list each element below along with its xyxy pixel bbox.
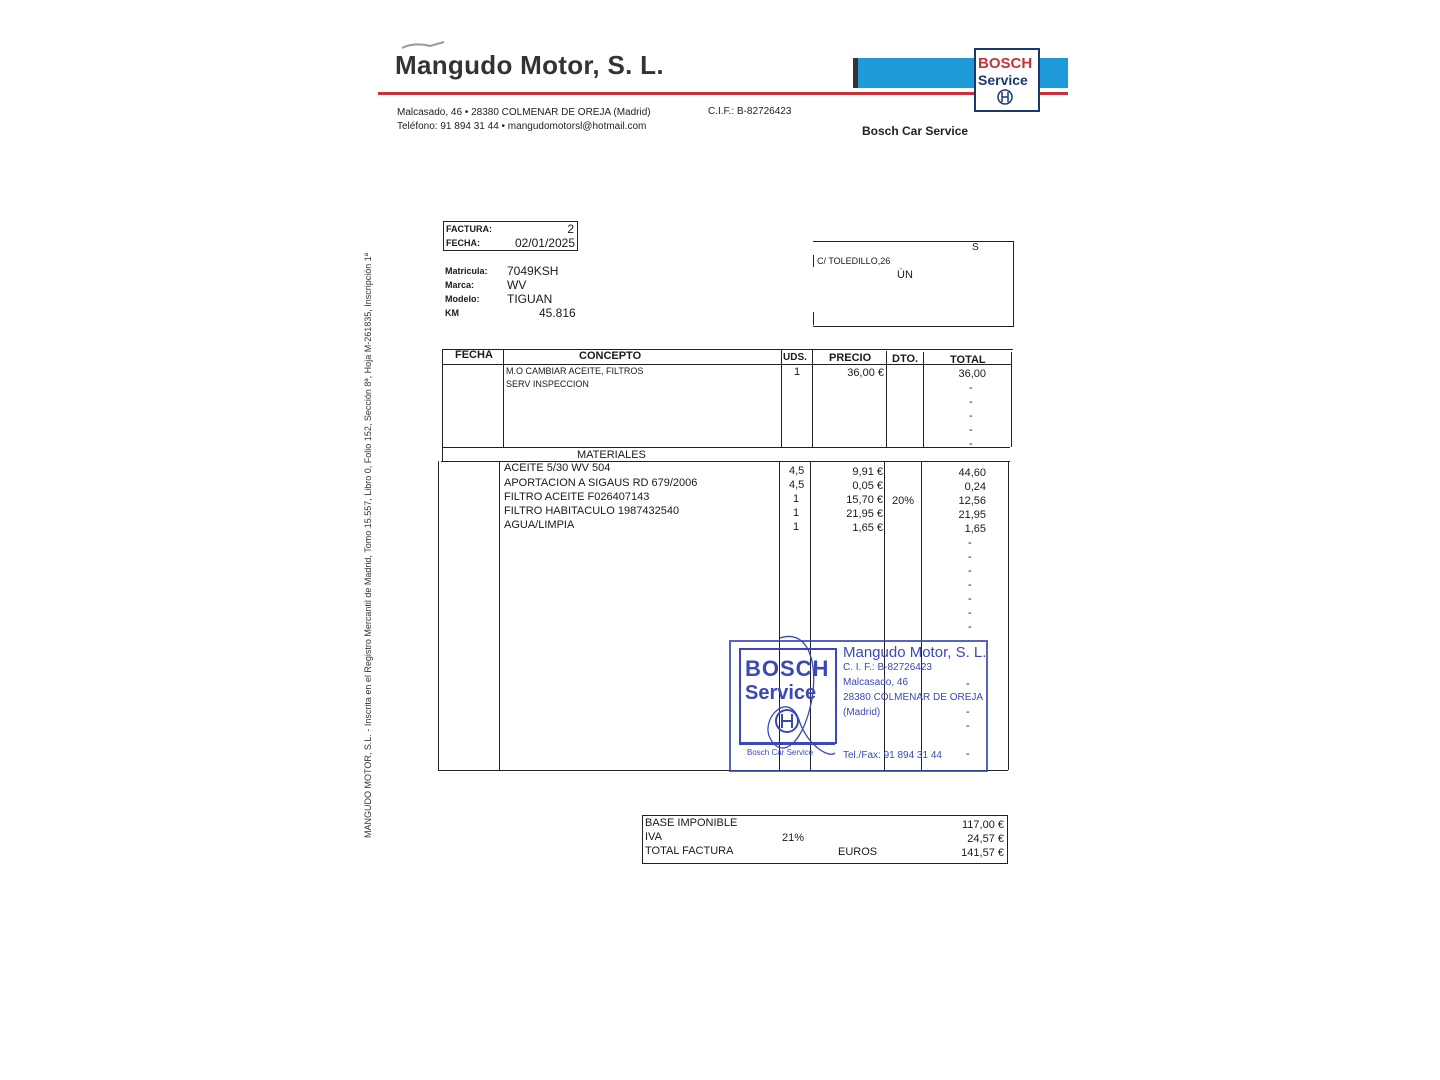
company-address bbox=[397, 106, 651, 134]
bosch-logo-text: BOSCH bbox=[978, 55, 1033, 72]
iva-rate: 21% bbox=[782, 832, 805, 844]
table-top-border bbox=[443, 349, 1013, 350]
material-uds-3: 1 bbox=[793, 493, 800, 505]
bosch-banner-right bbox=[1040, 58, 1068, 88]
col-header-precio: PRECIO bbox=[829, 352, 872, 364]
labour-precio-1: 36,00 € bbox=[847, 367, 884, 379]
material-total-1: 44,60 bbox=[958, 467, 986, 479]
stamp-phone: Tel./Fax: 91 894 31 44 bbox=[843, 750, 942, 761]
matricula-value: 7049KSH bbox=[507, 264, 559, 278]
stamp-bcs-text: Bosch Car Service bbox=[747, 748, 814, 757]
modelo-value: TIGUAN bbox=[507, 292, 553, 306]
table-header-border bbox=[443, 364, 1011, 365]
empty-total-dash: - bbox=[968, 565, 972, 577]
address-line: Malcasado, 46 • 28380 COLMENAR DE OREJA (Madrid) bbox=[397, 107, 651, 118]
stamp-bosch-text: BOSCH bbox=[745, 656, 830, 681]
empty-total-dash: - bbox=[968, 607, 972, 619]
iva-value: 24,57 € bbox=[967, 833, 1004, 845]
empty-total-dash: - bbox=[969, 382, 973, 394]
empty-total-dash: - bbox=[966, 720, 970, 732]
table-left-border bbox=[438, 461, 439, 770]
client-box-corner bbox=[813, 312, 814, 325]
empty-total-dash: - bbox=[969, 424, 973, 436]
material-precio-3: 15,70 € bbox=[846, 494, 883, 506]
uds-col-divider-top bbox=[812, 350, 813, 447]
precio-col-divider-top bbox=[886, 351, 887, 447]
material-total-3: 12,56 bbox=[958, 495, 986, 507]
empty-total-dash: - bbox=[966, 706, 970, 718]
fecha-col-divider bbox=[499, 461, 500, 770]
labour-concepto-2: SERV INSPECCION bbox=[506, 379, 589, 389]
fecha-label: FECHA: bbox=[446, 238, 480, 248]
col-header-fecha: FECHA bbox=[455, 349, 493, 361]
material-uds-1: 4,5 bbox=[789, 465, 805, 477]
total-factura-value: 141,57 € bbox=[961, 847, 1004, 859]
material-total-2: 0,24 bbox=[964, 481, 986, 493]
header-divider bbox=[378, 92, 1068, 95]
km-value: 45.816 bbox=[539, 306, 576, 320]
km-label: KM bbox=[445, 308, 459, 318]
empty-total-dash: - bbox=[968, 579, 972, 591]
client-line-3: ÚN bbox=[897, 269, 913, 281]
bosch-car-service-label: Bosch Car Service bbox=[862, 124, 969, 138]
service-logo-text: Service bbox=[978, 72, 1028, 88]
company-name: Mangudo Motor, S. L. bbox=[395, 50, 664, 80]
marca-value: WV bbox=[507, 278, 527, 292]
company-logo-swoosh bbox=[400, 40, 448, 50]
material-uds-2: 4,5 bbox=[789, 479, 805, 491]
modelo-label: Modelo: bbox=[445, 294, 480, 304]
stamp-cif: C. I. F.: B-82726423 bbox=[843, 662, 932, 673]
labour-total-1: 36,00 bbox=[958, 368, 986, 380]
material-concepto-4: FILTRO HABITACULO 1987432540 bbox=[504, 505, 680, 517]
company-cif: C.I.F.: B-82726423 bbox=[708, 106, 792, 117]
matricula-label: Matricula: bbox=[445, 266, 488, 276]
col-header-total: TOTAL bbox=[950, 354, 986, 366]
col-header-uds: UDS. bbox=[783, 352, 807, 363]
table-left-border-top bbox=[442, 349, 443, 461]
fecha-col-divider-top bbox=[503, 349, 504, 447]
base-imponible-value: 117,00 € bbox=[961, 819, 1004, 831]
empty-total-dash: - bbox=[969, 438, 973, 450]
empty-total-dash: - bbox=[966, 678, 970, 690]
labour-section-border bbox=[442, 447, 1010, 448]
client-line-1: S bbox=[972, 242, 979, 253]
dto-col-divider-top bbox=[923, 352, 924, 447]
concepto-col-divider-top bbox=[781, 350, 782, 447]
marca-label: Marca: bbox=[445, 280, 475, 290]
material-uds-4: 1 bbox=[793, 507, 800, 519]
col-header-concepto: CONCEPTO bbox=[579, 350, 642, 362]
material-concepto-1: ACEITE 5/30 WV 504 bbox=[504, 462, 611, 474]
col-header-dto: DTO. bbox=[892, 353, 919, 365]
client-address: C/ TOLEDILLO,26 bbox=[817, 256, 891, 266]
material-total-5: 1,65 bbox=[964, 523, 986, 535]
base-imponible-label: BASE IMPONIBLE bbox=[645, 817, 738, 829]
labour-concepto-1: M.O CAMBIAR ACEITE, FILTROS bbox=[506, 366, 644, 376]
stamp-service-text: Service bbox=[745, 682, 817, 704]
empty-total-dash: - bbox=[968, 593, 972, 605]
material-precio-4: 21,95 € bbox=[846, 508, 883, 520]
material-precio-5: 1,65 € bbox=[852, 522, 883, 534]
stamp-address-2: 28380 COLMENAR DE OREJA bbox=[843, 692, 984, 703]
factura-value: 2 bbox=[567, 222, 574, 236]
table-right-border-top bbox=[1011, 352, 1012, 447]
contact-line: Teléfono: 91 894 31 44 • mangudomotorsl@hotmail.com bbox=[397, 121, 647, 132]
empty-total-dash: - bbox=[969, 396, 973, 408]
material-uds-5: 1 bbox=[793, 521, 800, 533]
currency-label: EUROS bbox=[838, 846, 878, 858]
client-box bbox=[813, 241, 1014, 327]
bosch-armature-icon bbox=[996, 88, 1014, 106]
client-box-mark bbox=[813, 255, 814, 267]
material-dto-3: 20% bbox=[892, 495, 915, 507]
empty-total-dash: - bbox=[968, 621, 972, 633]
registry-side-text: MANGUDO MOTOR, S.L. - Inscrita en el Registro Mercantil de Madrid, Tomo 15.557, Libro 0, Folio 152, Sección 8ª, Hoja M-261835, Inscripción 1ª bbox=[363, 252, 373, 838]
stamp-address-1: Malcasado, 46 bbox=[843, 677, 909, 688]
factura-label: FACTURA: bbox=[446, 224, 492, 234]
empty-total-dash: - bbox=[966, 748, 970, 760]
stamp-address-3: (Madrid) bbox=[843, 707, 881, 718]
material-concepto-5: AGUA/LIMPIA bbox=[504, 519, 575, 531]
total-factura-label: TOTAL FACTURA bbox=[645, 845, 734, 857]
empty-total-dash: - bbox=[968, 537, 972, 549]
material-total-4: 21,95 bbox=[958, 509, 986, 521]
fecha-value: 02/01/2025 bbox=[514, 236, 575, 250]
material-precio-2: 0,05 € bbox=[852, 480, 883, 492]
empty-total-dash: - bbox=[969, 410, 973, 422]
empty-total-dash: - bbox=[968, 551, 972, 563]
bosch-banner-left bbox=[853, 58, 976, 88]
signature-scribble bbox=[740, 628, 840, 768]
material-precio-1: 9,91 € bbox=[852, 466, 883, 478]
table-right-border bbox=[1008, 461, 1009, 770]
iva-label: IVA bbox=[645, 831, 662, 843]
labour-uds-1: 1 bbox=[794, 366, 801, 378]
stamp-company-name: Mangudo Motor, S. L. bbox=[843, 644, 987, 661]
materiales-section-title: MATERIALES bbox=[577, 449, 646, 461]
material-concepto-3: FILTRO ACEITE F026407143 bbox=[504, 491, 650, 503]
material-concepto-2: APORTACION A SIGAUS RD 679/2006 bbox=[504, 477, 698, 489]
